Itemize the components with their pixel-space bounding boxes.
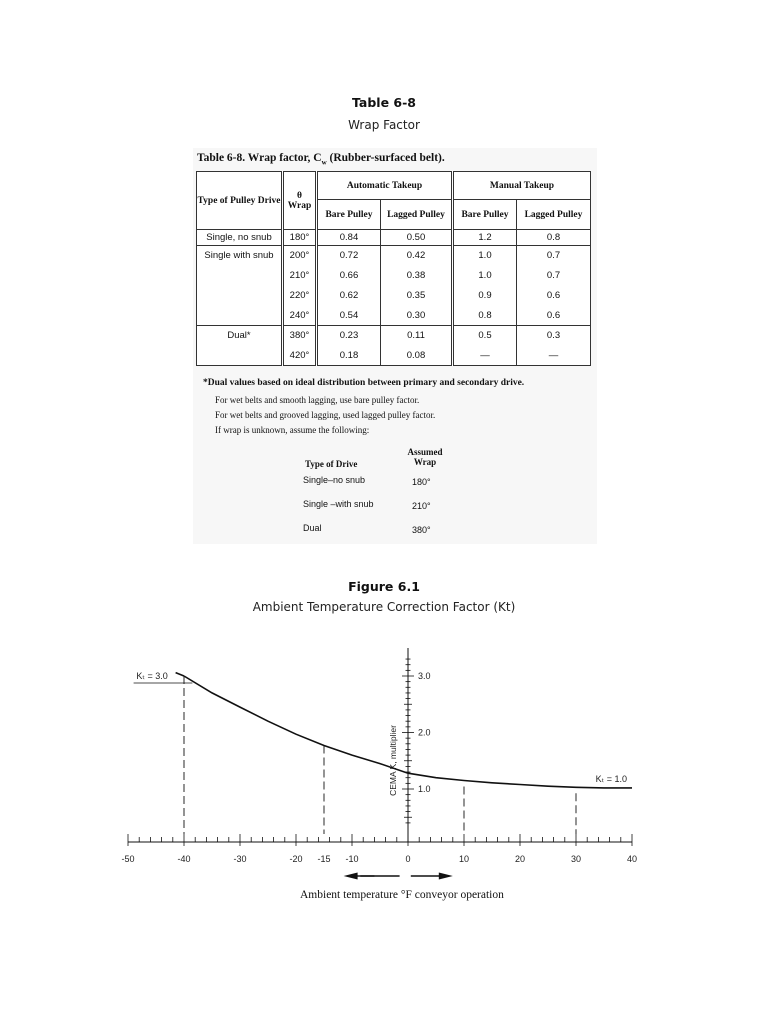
wrap-factor-scan	[193, 148, 597, 544]
y-tick-label: 2.0	[418, 727, 431, 738]
header-type: Type of Pulley Drive	[197, 172, 283, 230]
x-tick-label: -10	[345, 854, 359, 864]
row-auto-lagged: 0.08	[381, 346, 453, 366]
chart-svg	[120, 640, 640, 880]
row-auto-lagged: 0.50	[381, 230, 453, 246]
row-drive	[197, 266, 283, 286]
header-manual-bare: Bare Pulley	[453, 200, 517, 230]
row-auto-bare: 0.54	[317, 306, 381, 326]
table-caption: Table 6-8. Wrap factor, $C_w$ (Rubber-surfaced belt).	[197, 152, 445, 167]
row-drive	[197, 286, 283, 306]
table-heading: Table 6-8	[352, 95, 416, 110]
x-tick-label: -30	[233, 854, 247, 864]
row-auto-lagged: 0.11	[381, 326, 453, 346]
row-wrap: 240°	[283, 306, 317, 326]
row-auto-bare: 0.23	[317, 326, 381, 346]
y-tick-label: 3.0	[418, 671, 431, 681]
dual-footnote: *Dual values based on ideal distribution between primary and secondary drive.	[203, 378, 525, 388]
row-auto-bare: 0.62	[317, 286, 381, 306]
row-auto-bare: 0.18	[317, 346, 381, 366]
row-wrap: 210°	[283, 266, 317, 286]
row-drive	[197, 346, 283, 366]
assumed-wrap: 380°	[412, 525, 431, 535]
row-manual-bare: —	[453, 346, 517, 366]
x-tick-label: -20	[289, 854, 303, 864]
row-auto-bare: 0.72	[317, 246, 381, 266]
row-drive: Single with snub	[197, 246, 283, 266]
row-wrap: 180°	[283, 230, 317, 246]
header-manual: Manual Takeup	[453, 172, 591, 200]
row-auto-bare: 0.66	[317, 266, 381, 286]
row-manual-bare: 0.5	[453, 326, 517, 346]
curve-start-tick	[176, 673, 184, 676]
row-manual-lagged: 0.7	[517, 266, 591, 286]
row-wrap: 380°	[283, 326, 317, 346]
row-manual-lagged: 0.6	[517, 286, 591, 306]
assumed-wrap: 180°	[412, 477, 431, 487]
assumed-header-wrap: Assumed Wrap	[407, 447, 443, 467]
row-auto-lagged: 0.42	[381, 246, 453, 266]
figure-heading: Figure 6.1	[348, 579, 420, 594]
assumed-wrap: 210°	[412, 501, 431, 511]
row-auto-lagged: 0.38	[381, 266, 453, 286]
row-auto-lagged: 0.35	[381, 286, 453, 306]
arrow-left-head	[344, 873, 358, 880]
assumed-drive: Single –with snub	[303, 499, 374, 509]
table-subheading: Wrap Factor	[348, 118, 420, 132]
row-manual-lagged: —	[517, 346, 591, 366]
header-automatic: Automatic Takeup	[317, 172, 453, 200]
x-tick-label: 30	[570, 854, 582, 864]
row-wrap: 420°	[283, 346, 317, 366]
row-drive	[197, 306, 283, 326]
x-tick-label: -50	[121, 854, 135, 864]
x-tick-label: -40	[177, 854, 191, 864]
x-tick-label: 0	[405, 854, 411, 864]
header-manual-lagged: Lagged Pulley	[517, 200, 591, 230]
row-wrap: 220°	[283, 286, 317, 306]
row-manual-bare: 0.8	[453, 306, 517, 326]
assumed-drive: Single–no snub	[303, 475, 366, 485]
row-manual-lagged: 0.3	[517, 326, 591, 346]
note-line: If wrap is unknown, assume the following:	[215, 425, 370, 435]
row-manual-lagged: 0.7	[517, 246, 591, 266]
arrow-right-head	[439, 873, 453, 880]
x-tick-label: 20	[514, 854, 526, 864]
row-manual-bare: 1.0	[453, 266, 517, 286]
assumed-header-drive: Type of Drive	[305, 459, 358, 469]
row-drive: Dual*	[197, 326, 283, 346]
x-axis-label: Ambient temperature °F conveyor operation	[300, 889, 504, 901]
row-manual-bare: 0.9	[453, 286, 517, 306]
assumed-drive: Dual	[303, 523, 322, 533]
row-auto-bare: 0.84	[317, 230, 381, 246]
y-tick-label: 1.0	[418, 784, 431, 794]
row-auto-lagged: 0.30	[381, 306, 453, 326]
note-line: For wet belts and smooth lagging, use bare pulley factor.	[215, 395, 420, 405]
x-tick-label: -15	[317, 854, 331, 864]
note-line: For wet belts and grooved lagging, used lagged pulley factor.	[215, 410, 436, 420]
x-tick-label: 10	[458, 854, 470, 864]
header-auto-lagged: Lagged Pulley	[381, 200, 453, 230]
row-drive: Single, no snub	[197, 230, 283, 246]
annotation-kt-1: Kₜ = 1.0	[595, 773, 628, 784]
y-axis-label: CEMA K, multiplier	[388, 725, 398, 796]
header-theta-wrap: θ Wrap	[283, 172, 317, 230]
annotation-kt-3: Kₜ = 3.0	[136, 671, 168, 681]
wrap-factor-table	[196, 171, 591, 366]
temperature-correction-chart	[120, 640, 640, 910]
row-manual-bare: 1.2	[453, 230, 517, 246]
row-manual-lagged: 0.8	[517, 230, 591, 246]
row-manual-bare: 1.0	[453, 246, 517, 266]
x-tick-label: 40	[626, 854, 638, 864]
header-auto-bare: Bare Pulley	[317, 200, 381, 230]
figure-subheading: Ambient Temperature Correction Factor (Kt)	[252, 600, 516, 614]
row-wrap: 200°	[283, 246, 317, 266]
row-manual-lagged: 0.6	[517, 306, 591, 326]
